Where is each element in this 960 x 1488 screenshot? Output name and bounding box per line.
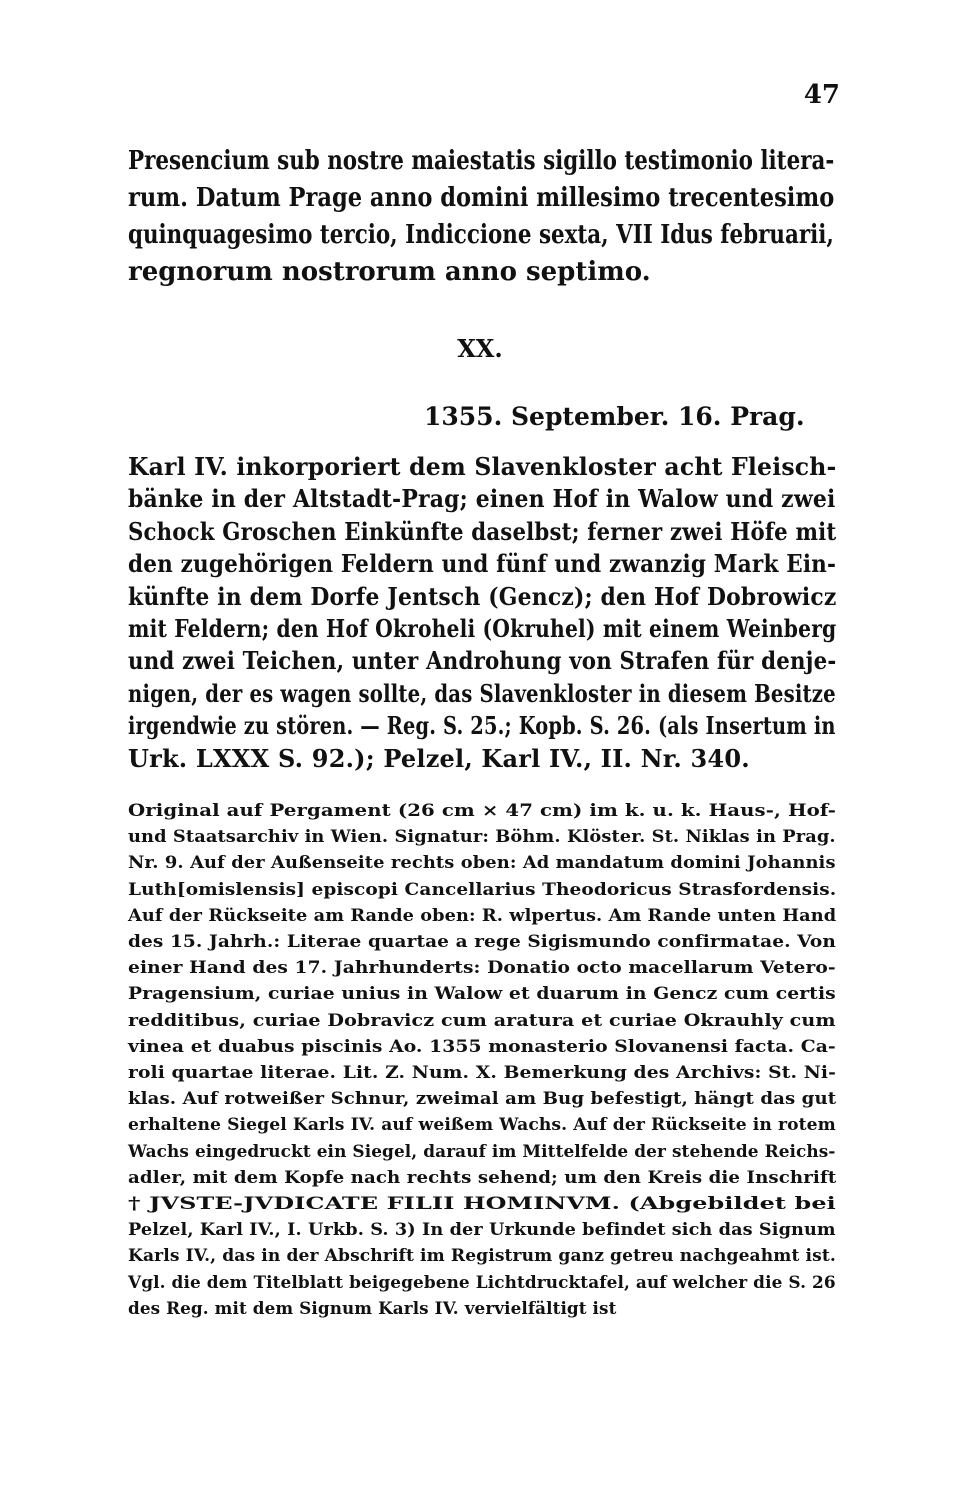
note-line: adler, mit dem Kopfe nach rechts sehend; um den Kreis die Inschrift: [128, 1166, 837, 1187]
latin-line: Presencium sub nostre maiestatis sigillo testimonio litera-: [128, 146, 835, 176]
latin-line: quinquagesimo tercio, Indiccione sexta, VII Idus februarii,: [128, 220, 834, 250]
regest-line: den zugehörigen Feldern und fünf und zwanzig Mark Ein-: [128, 549, 837, 579]
note-line: Original auf Pergament (26 cm × 47 cm) im k. u. k. Haus-, Hof-: [128, 800, 837, 820]
note-line: des 15. Jahrh.: Literae quartae a rege Sigismundo confirmatae. Von: [128, 931, 836, 951]
dateline: 1355. September. 16. Prag.: [424, 402, 805, 431]
note-line: roli quartae literae. Lit. Z. Num. X. Bemerkung des Archivs: St. Ni-: [128, 1062, 836, 1082]
regest-line: bänke in der Altstadt-Prag; einen Hof in Walow und zwei: [128, 484, 836, 514]
regest-line: Schock Groschen Einkünfte daselbst; ferner zwei Höfe mit: [128, 516, 837, 546]
note-line: Vgl. die dem Titelblatt beigegebene Lichtdrucktafel, auf welcher die S. 26: [128, 1271, 836, 1292]
note-line: vinea et duabus piscinis Ao. 1355 monasterio Slovanensi facta. Ca-: [128, 1035, 836, 1056]
note-line: Wachs eingedruckt ein Siegel, darauf im Mittelfelde der stehende Reichs-: [128, 1140, 836, 1161]
note-line: Nr. 9. Auf der Außenseite rechts oben: Ad mandatum domini Johannis: [128, 852, 836, 873]
regest-line: und zwei Teichen, unter Androhung von Strafen für denje-: [128, 646, 837, 676]
regest-line: künfte in dem Dorfe Jentsch (Gencz); den Hof Dobrowicz: [128, 581, 837, 611]
note-line: Karls IV., das in der Abschrift im Registrum ganz getreu nachgeahmt ist.: [128, 1245, 836, 1266]
page-number: 47: [803, 80, 840, 110]
note-line: Pragensium, curiae unius in Walow et duarum in Gencz cum certis: [128, 983, 836, 1004]
regest-line: Karl IV. inkorporiert dem Slavenkloster acht Fleisch-: [128, 452, 837, 481]
note-line: und Staatsarchiv in Wien. Signatur: Böhm. Klöster. St. Niklas in Prag.: [128, 826, 836, 847]
regest-line: nigen, der es wagen sollte, das Slavenkloster in diesem Besitze: [128, 678, 836, 708]
note-line: redditibus, curiae Dobravicz cum aratura et curiae Okrauhly cum: [128, 1009, 836, 1030]
document-number: XX.: [457, 334, 503, 363]
regest-line: irgendwie zu stören. — Reg. S. 25.; Kopb. S. 26. (als Insertum in: [128, 711, 836, 741]
latin-line: regnorum nostrorum anno septimo.: [128, 257, 651, 287]
note-line: † JVSTE-JVDICATE FILII HOMINVM. (Abgebildet bei: [128, 1193, 836, 1213]
note-line: Luth[omislensis] episcopi Cancellarius Theodoricus Strasfordensis.: [128, 878, 837, 899]
note-line: einer Hand des 17. Jahrhunderts: Donatio octo macellarum Vetero-: [128, 957, 836, 978]
latin-line: rum. Datum Prage anno domini millesimo trecentesimo: [128, 183, 835, 213]
note-line: Auf der Rückseite am Rande oben: R. wlpertus. Am Rande unten Hand: [128, 904, 837, 925]
regest-line: Urk. LXXX S. 92.); Pelzel, Karl IV., II. Nr. 340.: [128, 743, 750, 773]
regest-line: mit Feldern; den Hof Okroheli (Okruhel) mit einem Weinberg: [128, 614, 837, 643]
note-line: Pelzel, Karl IV., I. Urkb. S. 3) In der Urkunde befindet sich das Signum: [128, 1219, 836, 1240]
note-line: des Reg. mit dem Signum Karls IV. vervielfältigt ist: [128, 1297, 617, 1318]
note-line: erhaltene Siegel Karls IV. auf weißem Wachs. Auf der Rückseite in rotem: [128, 1114, 836, 1135]
note-line: klas. Auf rotweißer Schnur, zweimal am Bug befestigt, hängt das gut: [128, 1088, 837, 1109]
